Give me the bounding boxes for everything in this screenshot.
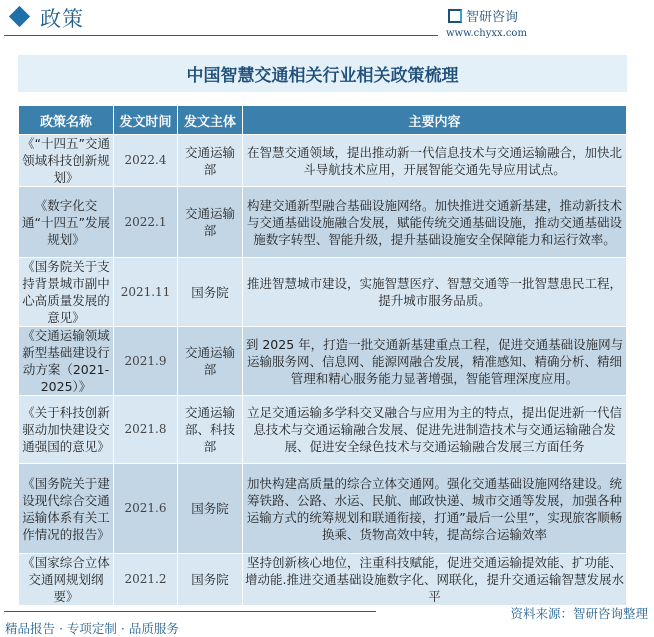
table-row — [19, 396, 627, 464]
main-content: 构建交通新型融合基础设施网络。加快推进交通新基建，推动新技术与交通基础设施融合发展，赋能传统交通基础设施，推动交通基础设施数字转型、智能升级，提升基础设施安全保障能力和运行效率。 — [243, 187, 627, 258]
main-content: 立足交通运输多学科交叉融合与应用为主的特点，提出促进新一代信息技术与交通运输融合发展、促进先进制造技术与交通运输融合发展、促进安全绿色技术与交通运输融合发展三方面任务 — [243, 396, 627, 464]
issuer: 交通运输部 — [178, 135, 243, 187]
col-header: 政策名称 — [19, 106, 114, 135]
issue-date: 2021.8 — [114, 396, 178, 464]
table-title: 中国智慧交通相关行业相关政策梳理 — [18, 55, 627, 92]
issue-date: 2021.9 — [114, 327, 178, 396]
col-header: 主要内容 — [243, 106, 627, 135]
issuer: 国务院 — [178, 464, 243, 554]
diamond-icon — [9, 6, 30, 27]
issue-date: 2021.6 — [114, 464, 178, 554]
policy-name: 《国务院关于支持背景城市副中心高质量发展的意见》 — [19, 258, 114, 327]
col-header: 发文主体 — [178, 106, 243, 135]
brand-url: www.chyxx.com — [446, 28, 527, 39]
divider — [4, 611, 376, 612]
table-row — [19, 327, 627, 396]
issuer: 交通运输部 — [178, 187, 243, 258]
table-row — [19, 258, 627, 327]
table-row — [19, 135, 627, 187]
source-note: 资料来源：智研咨询整理 — [510, 606, 648, 621]
issue-date: 2022.1 — [114, 187, 178, 258]
policy-name: 《关于科技创新驱动加快建设交通强国的意见》 — [19, 396, 114, 464]
issuer: 交通运输部 — [178, 327, 243, 396]
main-content: 加快构建高质量的综合立体交通网。强化交通基础设施网络建设。统筹铁路、公路、水运、民航、邮政快递、城市交通等发展，加强各种运输方式的统筹规划和联通衔接，打通”最后一公里”，实现旅客顺畅换乘、货物高效中转，提高综合运输效率 — [243, 464, 627, 554]
col-header: 发文时间 — [114, 106, 178, 135]
table-header — [19, 106, 627, 135]
issue-date: 2021.11 — [114, 258, 178, 327]
table-row — [19, 464, 627, 554]
policy-name: 《国务院关于建设现代综合交通运输体系有关工作情况的报告》 — [19, 464, 114, 554]
main-content: 到 2025 年，打造一批交通新基建重点工程，促进交通基础设施网与运输服务网、信息网、能源网融合发展，精准感知、精确分析、精细管理和精心服务能力显著增强，智能管理深度应用。 — [243, 327, 627, 396]
policy-name: 《“十四五”交通领域科技创新规划》 — [19, 135, 114, 187]
main-content: 坚持创新核心地位，注重科技赋能，促进交通运输提效能、扩功能、增动能.推进交通基础设施数字化、网联化，提升交通运输智慧发展水平 — [243, 554, 627, 606]
policy-name: 《国家综合立体交通网规划纲要》 — [19, 554, 114, 606]
logo-icon — [448, 9, 462, 23]
issuer: 国务院 — [178, 554, 243, 606]
brand-name: 智研咨询 — [466, 10, 519, 25]
table-row — [19, 554, 627, 606]
brand-logo — [448, 6, 518, 25]
issue-date: 2021.2 — [114, 554, 178, 606]
footer-slogan: 精品报告 · 专项定制 · 品质服务 — [5, 621, 179, 636]
section-title: 政策 — [40, 7, 84, 31]
issue-date: 2022.4 — [114, 135, 178, 187]
policy-name: 《交通运输领域新型基础建设行动方案（2021-2025）》 — [19, 327, 114, 396]
policy-table — [18, 105, 627, 606]
policy-name: 《数字化交通“十四五”发展规划》 — [19, 187, 114, 258]
issuer: 交通运输部、科技部 — [178, 396, 243, 464]
divider — [4, 35, 438, 36]
issuer: 国务院 — [178, 258, 243, 327]
table-row — [19, 187, 627, 258]
main-content: 推进智慧城市建设，实施智慧医疗、智慧交通等一批智慧患民工程，提升城市服务品质。 — [243, 258, 627, 327]
main-content: 在智慧交通领域，提出推动新一代信息技术与交通运输融合，加快北斗导航技术应用，开展智能交通先导应用试点。 — [243, 135, 627, 187]
